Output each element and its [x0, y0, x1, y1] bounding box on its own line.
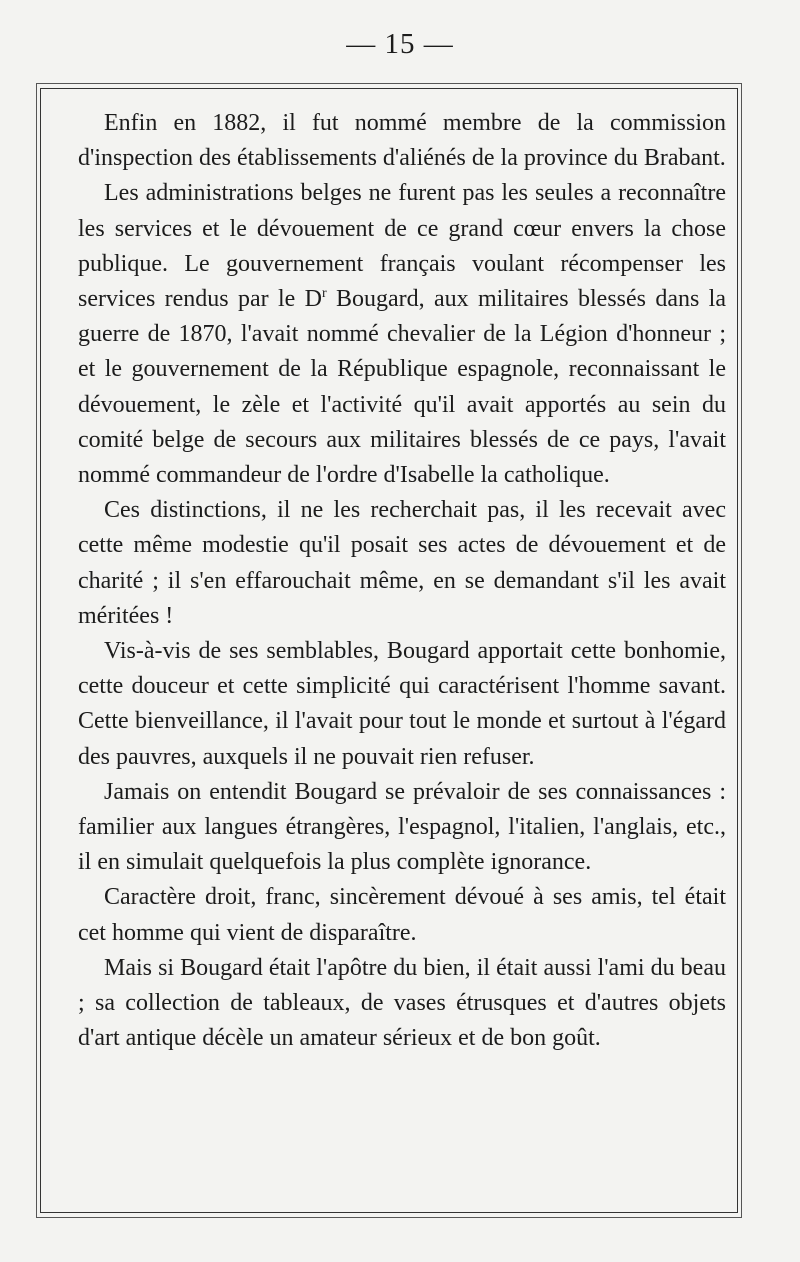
paragraph-5: Jamais on entendit Bougard se prévaloir de ses connaissances : familier aux langues étrangères, l'espagnol, l'italien, l'anglais, etc., il en simulait quelquefois la plus complète ignorance.	[78, 778, 726, 876]
paragraph-4: Vis-à-vis de ses semblables, Bougard apportait cette bonhomie, cette douceur et cette simplicité qui caractérisent l'homme savant. Cette bienveillance, il l'avait pour tout le monde et surtout à l'égard des pauvres, auxquels il ne pouvait rien refuser.	[78, 638, 726, 770]
text-body	[78, 106, 726, 1056]
paragraph-1: Enfin en 1882, il fut nommé membre de la commission d'inspection des établissements d'aliénés de la province du Brabant.	[78, 110, 726, 172]
paragraph-6: Caractère droit, franc, sincèrement dévoué à ses amis, tel était cet homme qui vient de disparaître.	[78, 884, 726, 946]
doctor-abbreviation-superscript: r	[321, 286, 327, 302]
paragraph-2	[78, 176, 726, 493]
paragraph-3: Ces distinctions, il ne les recherchait pas, il les recevait avec cette même modestie qu'il posait ses actes de dévouement et de charité ; il s'en effarouchait même, en se demandant s'il les avait méritées !	[78, 497, 726, 629]
paragraph-2-part-1: Les administrations belges ne furent pas les seules a reconnaître les services et le dévouement de ce grand cœur envers la chose publique. Le gouvernement français voulant récompenser les services rendus par le D	[78, 180, 726, 313]
page-number: — 15 —	[346, 28, 454, 60]
paragraph-2-part-2: Bougard, aux militaires blessés dans la guerre de 1870, l'avait nommé chevalier de la Légion d'honneur ; et le gouvernement de la République espagnole, reconnaissant le dévouement, le zèle et l'activité qu'il avait apportés au sein du comité belge de secours aux militaires blessés de ce pays, l'avait nommé commandeur de l'ordre d'Isabelle la catholique.	[78, 286, 727, 489]
paragraph-7: Mais si Bougard était l'apôtre du bien, il était aussi l'ami du beau ; sa collection de tableaux, de vases étrusques et d'autres objets d'art antique décèle un amateur sérieux et de bon goût.	[78, 954, 726, 1052]
